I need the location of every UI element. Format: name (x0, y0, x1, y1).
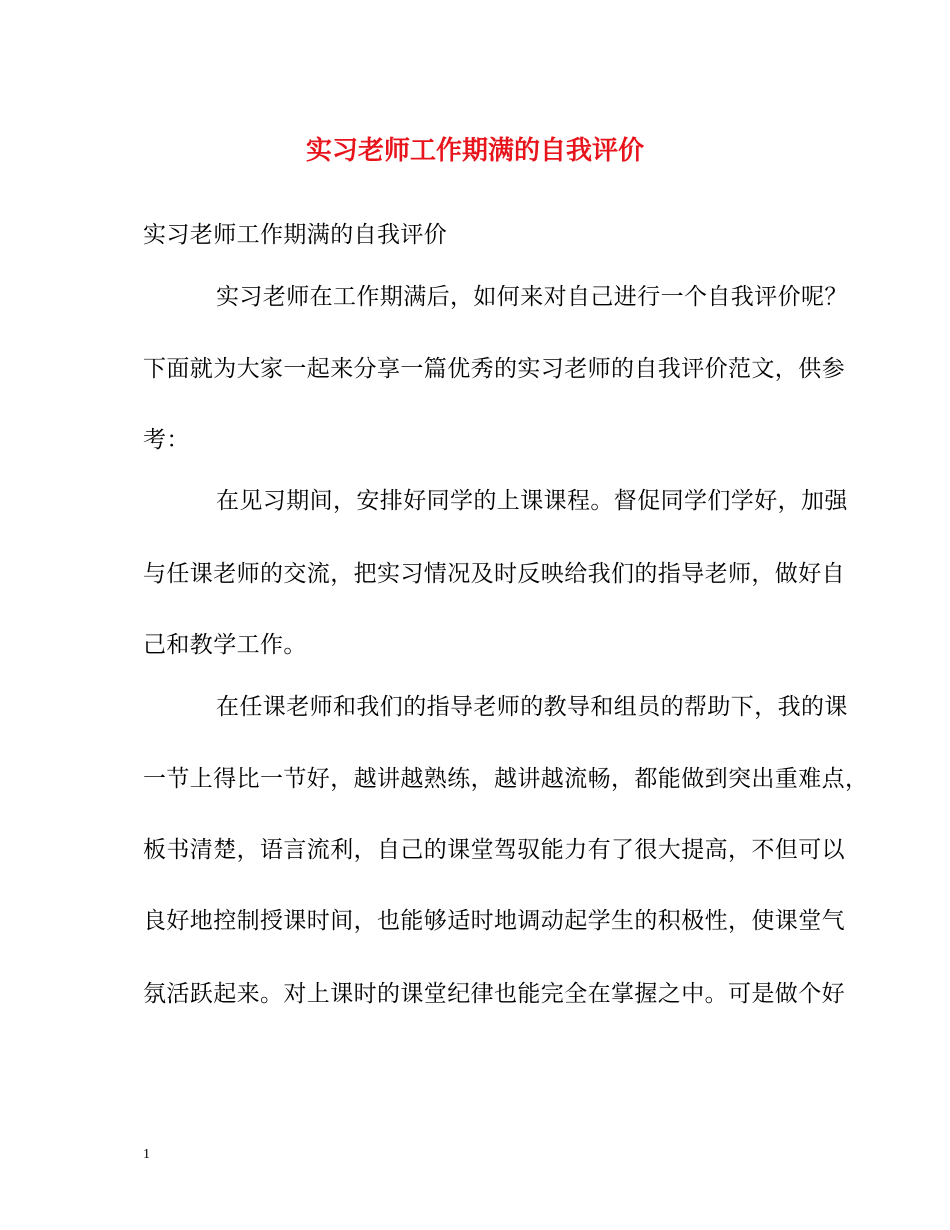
paragraph-1-line-1: 实习老师在工作期满后，如何来对自己进行一个自我评价呢？ (216, 284, 848, 310)
page-number: 1 (143, 1147, 150, 1162)
paragraph-3-line-4: 良好地控制授课时间，也能够适时地调动起学生的积极性，使课堂气 (143, 908, 845, 934)
paragraph-3-line-5: 氛活跃起来。对上课时的课堂纪律也能完全在掌握之中。可是做个好 (143, 981, 845, 1007)
paragraph-3-line-3: 板书清楚，语言流利，自己的课堂驾驭能力有了很大提高，不但可以 (143, 837, 845, 863)
paragraph-3-line-2: 一节上得比一节好，越讲越熟练，越讲越流畅，都能做到突出重难点， (143, 766, 869, 792)
paragraph-1-line-3: 考： (143, 427, 190, 453)
paragraph-1-line-2: 下面就为大家一起来分享一篇优秀的实习老师的自我评价范文，供参 (143, 356, 845, 382)
document-title: 实习老师工作期满的自我评价 (305, 136, 644, 166)
paragraph-2-line-1: 在见习期间，安排好同学的上课课程。督促同学们学好，加强 (216, 488, 848, 514)
paragraph-2-line-3: 己和教学工作。 (143, 632, 307, 658)
paragraph-2-line-2: 与任课老师的交流，把实习情况及时反映给我们的指导老师，做好自 (143, 561, 845, 587)
paragraph-3-line-1: 在任课老师和我们的指导老师的教导和组员的帮助下，我的课 (216, 694, 848, 720)
subtitle-line: 实习老师工作期满的自我评价 (143, 222, 448, 248)
